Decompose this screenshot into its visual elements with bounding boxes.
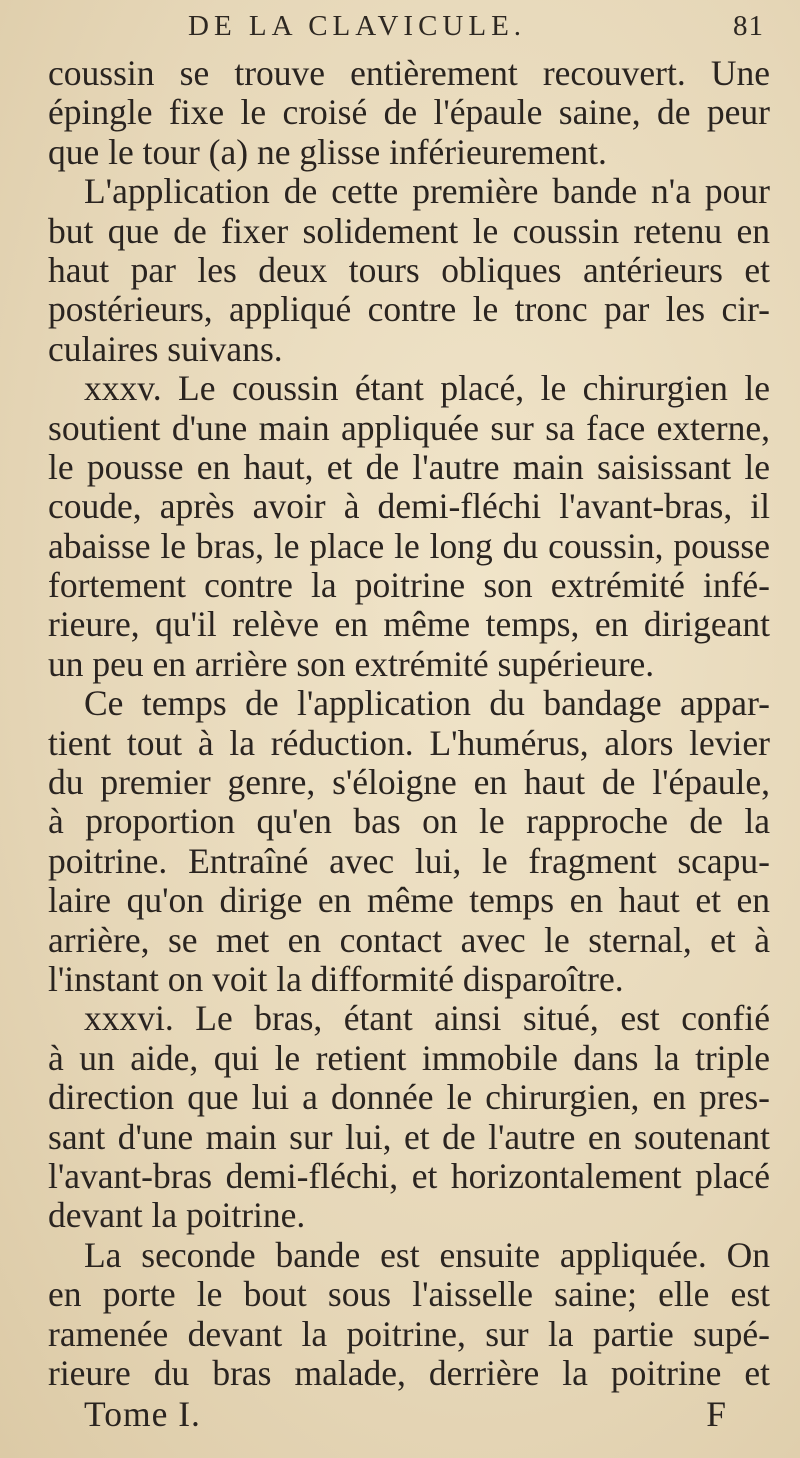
text-line: postérieurs, appliqué contre le tronc par les cir- — [48, 289, 770, 330]
text-line: haut par les deux tours obliques antérieurs et — [48, 249, 770, 290]
text-line: rieure du bras malade, derrière la poitrine et — [48, 1352, 770, 1393]
text-line: direction que lui a donnée le chirurgien, en pres- — [48, 1077, 770, 1118]
text-line: tient tout à la réduction. L'humérus, alors levier — [48, 722, 770, 763]
book-page — [48, 10, 770, 1433]
text-line: Ce temps de l'application du bandage appar- — [84, 683, 770, 724]
text-line: xxxvi. Le bras, étant ainsi situé, est confié — [84, 998, 770, 1039]
text-line: épingle fixe le croisé de l'épaule saine, de peur — [48, 92, 770, 133]
text-line: but que de fixer solidement le coussin retenu en — [48, 210, 770, 251]
text-line: xxxv. Le coussin étant placé, le chirurgien le — [84, 368, 770, 409]
text-line: culaires suivans. — [48, 328, 283, 369]
text-line: du premier genre, s'éloigne en haut de l'épaule, — [48, 762, 770, 803]
running-title: DE LA CLAVICULE. — [188, 10, 527, 42]
volume-label: Tome I. — [84, 1394, 201, 1435]
text-line: rieure, qu'il relève en même temps, en dirigeant — [48, 604, 770, 645]
text-line: arrière, se met en contact avec le sternal, et à — [48, 919, 770, 960]
text-line: coude, après avoir à demi-fléchi l'avant-bras, il — [48, 486, 770, 527]
text-line: La seconde bande est ensuite appliquée. On — [84, 1234, 770, 1275]
text-line: sant d'une main sur lui, et de l'autre en soutenant — [48, 1116, 770, 1157]
text-line: L'application de cette première bande n'a pour — [84, 171, 770, 212]
text-line: l'avant-bras demi-fléchi, et horizontalement placé — [48, 1155, 770, 1196]
text-line: fortement contre la poitrine son extrémité infé- — [48, 565, 770, 606]
text-line: coussin se trouve entièrement recouvert. Une — [48, 53, 770, 93]
text-line: un peu en arrière son extrémité supérieure. — [48, 643, 655, 684]
body-text — [48, 54, 770, 1393]
text-line: poitrine. Entraîné avec lui, le fragment scapu- — [48, 840, 770, 881]
text-line: à proportion qu'en bas on le rapproche de la — [48, 801, 770, 842]
text-line: l'instant on voit la difformité disparoître. — [48, 958, 624, 999]
page-number: 81 — [733, 10, 764, 42]
text-line: en porte le bout sous l'aisselle saine; elle est — [48, 1274, 770, 1315]
text-line: le pousse en haut, et de l'autre main saisissant le — [48, 446, 770, 487]
running-head — [48, 10, 770, 54]
text-line: abaisse le bras, le place le long du coussin, pousse — [48, 525, 770, 566]
text-line: soutient d'une main appliquée sur sa face externe, — [48, 407, 770, 448]
signature-mark: F — [706, 1394, 726, 1435]
text-line: laire qu'on dirige en même temps en haut et en — [48, 880, 770, 921]
page-footer — [48, 1393, 770, 1433]
text-line: ramenée devant la poitrine, sur la partie supé- — [48, 1313, 770, 1354]
text-line: devant la poitrine. — [48, 1195, 306, 1236]
text-line: que le tour (a) ne glisse inférieurement. — [48, 131, 607, 172]
text-line: à un aide, qui le retient immobile dans la triple — [48, 1037, 770, 1078]
